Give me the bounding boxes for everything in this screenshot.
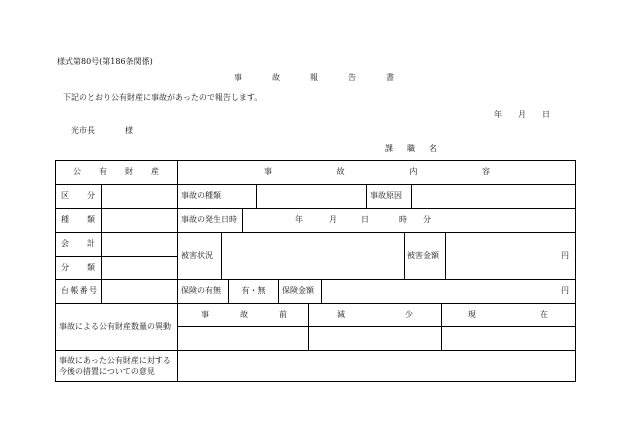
insurance-amount-label: 保険金額 bbox=[282, 286, 314, 295]
current-value[interactable] bbox=[442, 327, 575, 350]
report-date: 年 月 日 bbox=[494, 110, 550, 119]
damage-amount-value[interactable] bbox=[446, 232, 575, 279]
current-header: 現 在 bbox=[468, 309, 548, 319]
incident-datetime-value[interactable] bbox=[243, 208, 575, 232]
classification-label: 分 類 bbox=[61, 262, 95, 272]
category-label: 区 分 bbox=[61, 191, 95, 200]
yen-unit: 円 bbox=[561, 286, 569, 295]
opinion-label: 事故にあった公有財産に対する 今後の措置についての意見 bbox=[59, 356, 171, 376]
classification-value[interactable] bbox=[102, 256, 177, 279]
before-incident-header: 事 故 前 bbox=[201, 309, 287, 319]
col-divider bbox=[278, 279, 279, 303]
insurance-amount-value[interactable] bbox=[322, 279, 575, 303]
damage-status-label: 被害状況 bbox=[181, 250, 213, 260]
insurance-label: 保険の有無 bbox=[181, 286, 221, 295]
reporter-line: 課 職 名 bbox=[385, 144, 437, 153]
ledger-number-value[interactable] bbox=[102, 279, 177, 303]
damage-amount-label: 被害金額 bbox=[407, 250, 439, 260]
insurance-options[interactable]: 有・無 bbox=[241, 286, 266, 295]
addressee: 光市長 様 bbox=[71, 126, 133, 135]
incident-report-table bbox=[55, 160, 576, 382]
day-unit: 日 bbox=[361, 215, 369, 224]
incident-type-value[interactable] bbox=[257, 184, 366, 208]
incident-header: 事 故 内 容 bbox=[264, 167, 490, 176]
minute-unit: 分 bbox=[423, 215, 431, 224]
table-border-right bbox=[575, 160, 576, 382]
incident-datetime-label: 事故の発生日時 bbox=[181, 215, 237, 224]
incident-cause-value[interactable] bbox=[412, 184, 575, 208]
decrease-value[interactable] bbox=[309, 327, 441, 350]
quantity-change-label: 事故による公有財産数量の異動 bbox=[59, 321, 171, 331]
property-header: 公 有 財 産 bbox=[73, 167, 159, 176]
accounting-label: 会 計 bbox=[61, 239, 95, 248]
ledger-number-label: 台 帳 番 号 bbox=[61, 286, 97, 295]
form-number: 様式第80号(第186条関係) bbox=[57, 57, 153, 66]
category-value[interactable] bbox=[102, 184, 177, 208]
accounting-value[interactable] bbox=[102, 232, 177, 256]
incident-cause-label: 事故原因 bbox=[370, 191, 402, 200]
damage-status-value[interactable] bbox=[222, 232, 404, 279]
type-label: 種 類 bbox=[61, 215, 95, 224]
table-border-left bbox=[55, 160, 56, 382]
col-divider bbox=[366, 184, 367, 208]
incident-type-label: 事故の種類 bbox=[181, 191, 221, 200]
opinion-value[interactable] bbox=[178, 351, 575, 381]
type-value[interactable] bbox=[102, 208, 177, 232]
form-title: 事 故 報 告 書 bbox=[234, 73, 394, 82]
month-unit: 月 bbox=[329, 215, 337, 224]
decrease-header: 減 少 bbox=[337, 309, 413, 319]
table-border-bottom bbox=[55, 381, 576, 382]
before-incident-value[interactable] bbox=[178, 327, 308, 350]
yen-unit: 円 bbox=[561, 250, 569, 260]
col-divider bbox=[404, 232, 405, 279]
intro-text: 下記のとおり公有財産に事故があったので報告します。 bbox=[63, 93, 263, 102]
year-unit: 年 bbox=[295, 215, 303, 224]
hour-unit: 時 bbox=[399, 215, 407, 224]
